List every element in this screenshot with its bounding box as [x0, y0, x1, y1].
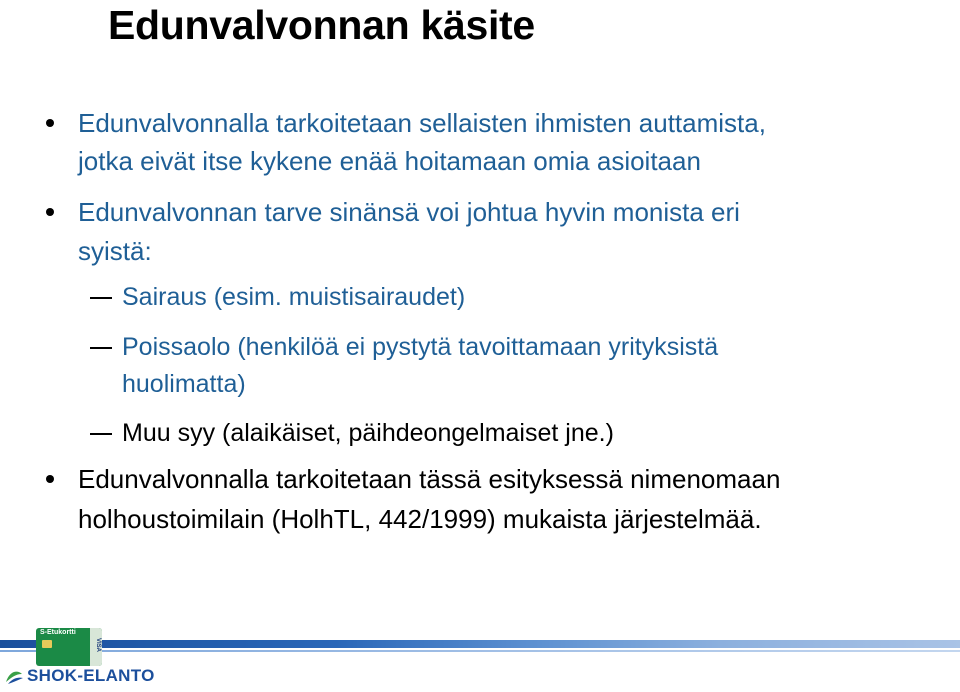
sub-bullet-dash	[90, 347, 112, 349]
hok-elanto-logo-icon	[4, 668, 24, 686]
bullet-line: Edunvalvonnan tarve sinänsä voi johtua hyvin monista eri	[78, 197, 740, 227]
bullet-line: Edunvalvonnalla tarkoitetaan sellaisten ihmisten auttamista,	[78, 108, 766, 138]
sub-bullet-line: Muu syy (alaikäiset, päihdeongelmaiset jne.)	[122, 419, 614, 447]
bullet-dot	[46, 208, 54, 216]
sub-bullet-line: huolimatta)	[122, 370, 246, 398]
bullet-line: jotka eivät itse kykene enää hoitamaan omia asioitaan	[78, 146, 701, 176]
sub-bullet-dash	[90, 297, 112, 299]
card-label: S-Etukortti	[40, 629, 76, 636]
bullet-line: Edunvalvonnalla tarkoitetaan tässä esityksessä nimenomaan	[78, 464, 781, 494]
bullet-line: syistä:	[78, 236, 152, 266]
footer-stripe	[0, 640, 960, 648]
sub-bullet-line: Poissaolo (henkilöä ei pystytä tavoittamaan yrityksistä	[122, 333, 719, 361]
visa-logo: VISA	[95, 638, 101, 653]
s-etukortti-card-image	[36, 628, 102, 666]
footer-band	[0, 628, 960, 692]
bullet-dot	[46, 119, 54, 127]
sub-bullet-line: Sairaus (esim. muistisairaudet)	[122, 283, 466, 311]
hok-elanto-logo-text: SHOK-ELANTO	[27, 666, 155, 685]
card-chip-icon	[42, 640, 52, 648]
footer-stripe-thin	[0, 650, 960, 652]
slide-title: Edunvalvonnan käsite	[108, 2, 535, 48]
sub-bullet-dash	[90, 433, 112, 435]
bullet-dot	[46, 475, 54, 483]
bullet-line: holhoustoimilain (HolhTL, 442/1999) mukaista järjestelmää.	[78, 504, 762, 534]
